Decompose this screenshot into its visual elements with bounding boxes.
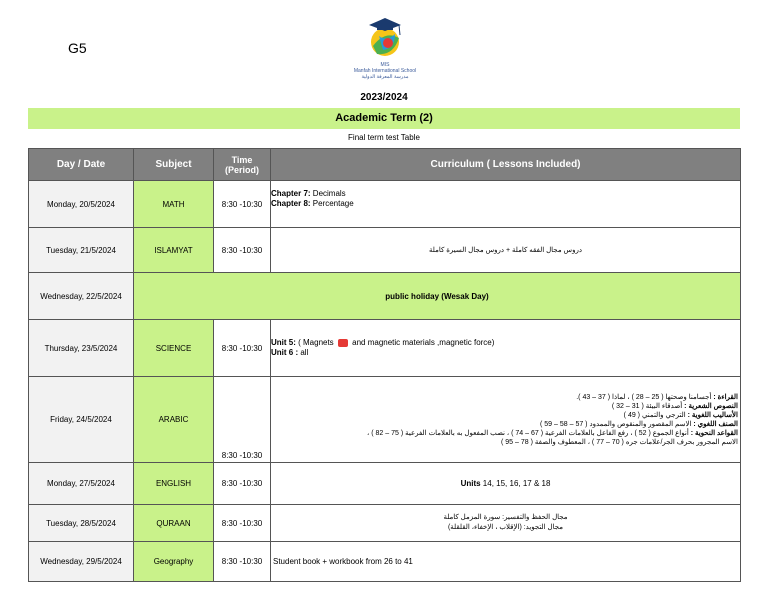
day-cell: Wednesday, 29/5/2024 bbox=[29, 542, 134, 582]
day-cell: Thursday, 23/5/2024 bbox=[29, 320, 134, 377]
subject-cell: QURAAN bbox=[134, 505, 214, 542]
school-name-ar: مدرسة المعرفة الدولية bbox=[361, 74, 409, 80]
curriculum-text: أجسامنا وصحتها ( 25 – 28 ) ، لماذا ( 37 – 43 ). bbox=[576, 393, 714, 401]
curriculum-bold: Unit 5: bbox=[271, 338, 296, 347]
table-row bbox=[29, 320, 741, 377]
subject-cell: ARABIC bbox=[134, 377, 214, 463]
header-time-line1: Time bbox=[231, 154, 253, 165]
curriculum-line bbox=[271, 429, 738, 438]
curriculum-bold: Unit 6 : bbox=[271, 348, 299, 357]
table-row bbox=[29, 542, 741, 582]
school-small-text: MIS bbox=[380, 62, 390, 68]
header-time bbox=[214, 149, 271, 181]
subject-cell: ENGLISH bbox=[134, 463, 214, 505]
curriculum-cell bbox=[271, 505, 741, 542]
day-cell: Tuesday, 28/5/2024 bbox=[29, 505, 134, 542]
grade-label: G5 bbox=[68, 40, 87, 56]
curriculum-cell bbox=[271, 181, 741, 228]
day-cell: Monday, 27/5/2024 bbox=[29, 463, 134, 505]
subject-cell: Geography bbox=[134, 542, 214, 582]
school-logo bbox=[340, 16, 430, 94]
curriculum-bold: القواعد النحوية : bbox=[690, 429, 738, 437]
table-row bbox=[29, 228, 741, 273]
curriculum-cell bbox=[271, 377, 741, 463]
header-time-line2: (Period) bbox=[224, 164, 259, 175]
curriculum-text: and magnetic materials ,magnetic force) bbox=[349, 338, 495, 347]
curriculum-text: الاسم المجرور بحرف الجر/علامات جره ( 70 – 77 ) ، المعطوف والصفة ( 78 – 95 ) bbox=[501, 438, 738, 446]
curriculum-text: أنواع الجموع ( 52 ) ، رفع الفاعل بالعلامات الفرعية ( 67 – 74 ) ، نصب المفعول به بالعلامات الفرعية ( 75 – 82 ) ، bbox=[367, 429, 691, 437]
curriculum-line bbox=[271, 402, 738, 411]
arabic-curriculum bbox=[271, 393, 740, 447]
curriculum-line: مجال الحفظ والتفسير: سورة المزمل كاملة bbox=[443, 514, 568, 521]
curriculum-text: الترجي والتمني ( 49 ) bbox=[623, 411, 688, 419]
curriculum-bold: Chapter 7: bbox=[271, 189, 311, 198]
curriculum-line bbox=[271, 393, 738, 402]
curriculum-cell bbox=[271, 463, 741, 505]
curriculum-text: Decimals bbox=[310, 189, 346, 198]
time-cell: 8:30 -10:30 bbox=[214, 505, 271, 542]
magnet-icon bbox=[338, 339, 348, 347]
term-banner: Academic Term (2) bbox=[28, 108, 740, 129]
table-row bbox=[29, 377, 741, 463]
time-cell: 8:30 -10:30 bbox=[214, 542, 271, 582]
curriculum-text: ( Magnets bbox=[295, 338, 336, 347]
curriculum-line bbox=[271, 411, 738, 420]
table-row bbox=[29, 181, 741, 228]
time-cell: 8:30 -10:30 bbox=[214, 228, 271, 273]
curriculum-text: أصدقاء البيئة ( 31 – 32 ) bbox=[611, 402, 685, 410]
curriculum-cell bbox=[271, 320, 741, 377]
holiday-cell: public holiday (Wesak Day) bbox=[134, 273, 741, 320]
day-cell: Tuesday, 21/5/2024 bbox=[29, 228, 134, 273]
curriculum-text: الاسم المقصور والمنقوص والممدود ( 57 – 58 – 59 ) bbox=[539, 420, 694, 428]
day-cell: Wednesday, 22/5/2024 bbox=[29, 273, 134, 320]
day-cell: Monday, 20/5/2024 bbox=[29, 181, 134, 228]
curriculum-bold: Units bbox=[460, 479, 481, 488]
curriculum-cell: Student book + workbook from 26 to 41 bbox=[271, 542, 741, 582]
academic-year: 2023/2024 bbox=[360, 92, 408, 103]
time-cell: 8:30 -10:30 bbox=[214, 377, 271, 463]
time-cell: 8:30 -10:30 bbox=[214, 463, 271, 505]
table-row bbox=[29, 273, 741, 320]
exam-schedule-table bbox=[28, 148, 741, 582]
curriculum-bold: الأساليب اللغوية : bbox=[687, 411, 738, 419]
curriculum-line bbox=[271, 420, 738, 429]
table-row bbox=[29, 463, 741, 505]
header-curriculum: Curriculum ( Lessons Included) bbox=[271, 149, 741, 181]
curriculum-bold: النصوص الشعرية : bbox=[684, 402, 738, 410]
curriculum-text: all bbox=[298, 348, 309, 357]
header-day: Day / Date bbox=[29, 149, 134, 181]
curriculum-text: Percentage bbox=[310, 199, 354, 208]
school-logo-emblem bbox=[365, 16, 405, 62]
subject-cell: ISLAMYAT bbox=[134, 228, 214, 273]
curriculum-bold: القراءة : bbox=[713, 393, 738, 401]
curriculum-bold: الصنف اللغوي : bbox=[693, 420, 738, 428]
table-subtitle: Final term test Table bbox=[348, 133, 420, 142]
curriculum-line: مجال التجويد: (الإقلاب ، الإخفاء، القلقلة) bbox=[447, 524, 564, 531]
subject-cell: SCIENCE bbox=[134, 320, 214, 377]
table-row bbox=[29, 505, 741, 542]
curriculum-bold: Chapter 8: bbox=[271, 199, 311, 208]
time-cell: 8:30 -10:30 bbox=[214, 181, 271, 228]
day-cell: Friday, 24/5/2024 bbox=[29, 377, 134, 463]
table-header-row bbox=[29, 149, 741, 181]
header-subject: Subject bbox=[134, 149, 214, 181]
curriculum-line bbox=[271, 438, 738, 447]
curriculum-text: 14, 15, 16, 17 & 18 bbox=[480, 479, 551, 488]
time-cell: 8:30 -10:30 bbox=[214, 320, 271, 377]
subject-cell: MATH bbox=[134, 181, 214, 228]
curriculum-cell: دروس مجال الفقه كاملة + دروس مجال السيرة كاملة bbox=[271, 228, 741, 273]
school-name-en: Manfah International School bbox=[353, 68, 417, 74]
